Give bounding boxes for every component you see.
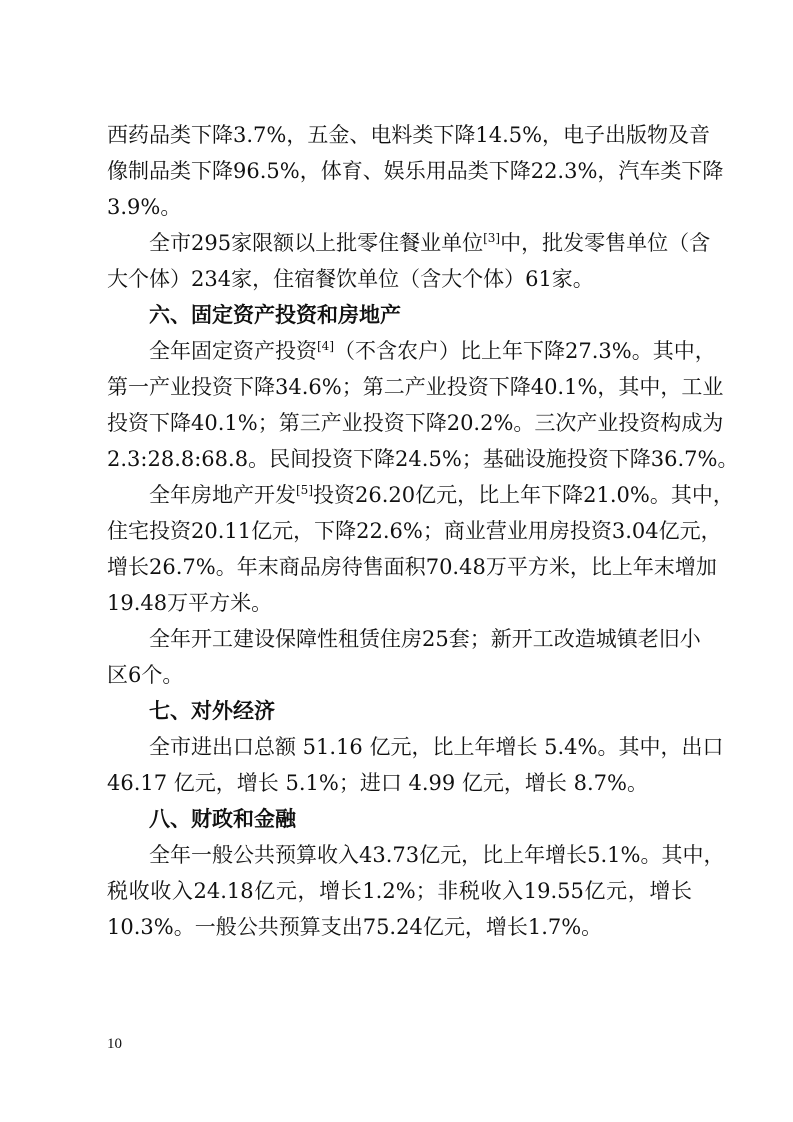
footnote-marker: [4] xyxy=(317,339,334,353)
section-heading: 六、固定资产投资和房地产 xyxy=(149,302,401,327)
text-run: 全年开工建设保障性租赁住房25套；新开工改造城镇老旧小 xyxy=(149,627,701,651)
text-line xyxy=(107,585,692,621)
text-run: 全市进出口总额 51.16 亿元，比上年增长 5.4%。其中，出口 xyxy=(149,735,724,759)
text-line xyxy=(107,405,724,441)
text-line xyxy=(107,189,692,225)
text-run: 住宅投资20.11亿元，下降22.6%；商业营业用房投资3.04亿元， xyxy=(107,519,722,543)
text-line xyxy=(107,261,692,297)
text-run: 增长26.7%。年末商品房待售面积70.48万平方米，比上年末增加 xyxy=(107,555,717,579)
text-run: 10.3%。一般公共预算支出75.24亿元，增长1.7%。 xyxy=(107,915,603,939)
footnote-marker: [3] xyxy=(483,231,501,245)
paragraph xyxy=(107,117,724,225)
text-run: （不含农户）比上年下降27.3%。其中， xyxy=(334,339,716,363)
text-line xyxy=(107,153,724,189)
text-run: 大个体）234家，住宿餐饮单位（含大个体）61家。 xyxy=(107,267,594,291)
paragraph xyxy=(107,225,711,297)
paragraph xyxy=(107,333,739,477)
text-run: 投资下降40.1%；第三产业投资下降20.2%。三次产业投资构成为 xyxy=(107,411,724,435)
text-run: 西药品类下降3.7%，五金、电料类下降14.5%，电子出版物及音 xyxy=(107,123,711,147)
text-run: 2.3:28.8:68.8。民间投资下降24.5%；基础设施投资下降36.7%。 xyxy=(107,447,739,471)
text-run: 投资26.20亿元，比上年下降21.0%。其中， xyxy=(313,483,734,507)
text-run: 像制品类下降96.5%，体育、娱乐用品类下降22.3%，汽车类下降 xyxy=(107,159,724,183)
section-heading: 七、对外经济 xyxy=(149,698,275,723)
text-line xyxy=(107,909,692,945)
text-line xyxy=(107,333,716,369)
text-line xyxy=(107,621,701,657)
document-body xyxy=(107,117,739,945)
text-run: 区6个。 xyxy=(107,663,184,687)
text-run: 全市295家限额以上批零住餐业单位 xyxy=(149,231,484,255)
text-line xyxy=(107,549,717,585)
text-run: 第一产业投资下降34.6%；第二产业投资下降40.1%，其中，工业 xyxy=(107,375,724,399)
text-run: 46.17 亿元，增长 5.1%；进口 4.99 亿元，增长 8.7%。 xyxy=(107,771,648,795)
text-run: 全年固定资产投资 xyxy=(149,339,317,363)
text-run: 19.48万平方米。 xyxy=(107,591,273,615)
text-line xyxy=(107,477,734,513)
text-line xyxy=(107,513,722,549)
text-line xyxy=(107,873,692,909)
paragraph xyxy=(107,477,734,621)
section-heading: 八、财政和金融 xyxy=(149,806,296,831)
text-line xyxy=(107,117,711,153)
text-run: 中，批发零售单位（含 xyxy=(500,231,711,255)
text-line xyxy=(107,441,739,477)
text-line xyxy=(107,369,724,405)
paragraph xyxy=(107,729,724,801)
paragraph xyxy=(107,621,701,693)
page-number: 10 xyxy=(107,1036,122,1052)
text-line xyxy=(107,657,692,693)
text-run: 3.9%。 xyxy=(107,195,182,219)
text-line xyxy=(107,765,692,801)
text-line xyxy=(107,729,724,765)
text-run: 全年房地产开发 xyxy=(149,483,296,507)
text-run: 税收收入24.18亿元，增长1.2%；非税收入19.55亿元，增长 xyxy=(107,879,692,903)
text-line xyxy=(107,225,711,261)
text-line xyxy=(107,837,725,873)
text-run: 全年一般公共预算收入43.73亿元，比上年增长5.1%。其中， xyxy=(149,843,725,867)
footnote-marker: [5] xyxy=(296,483,313,497)
paragraph xyxy=(107,837,725,945)
